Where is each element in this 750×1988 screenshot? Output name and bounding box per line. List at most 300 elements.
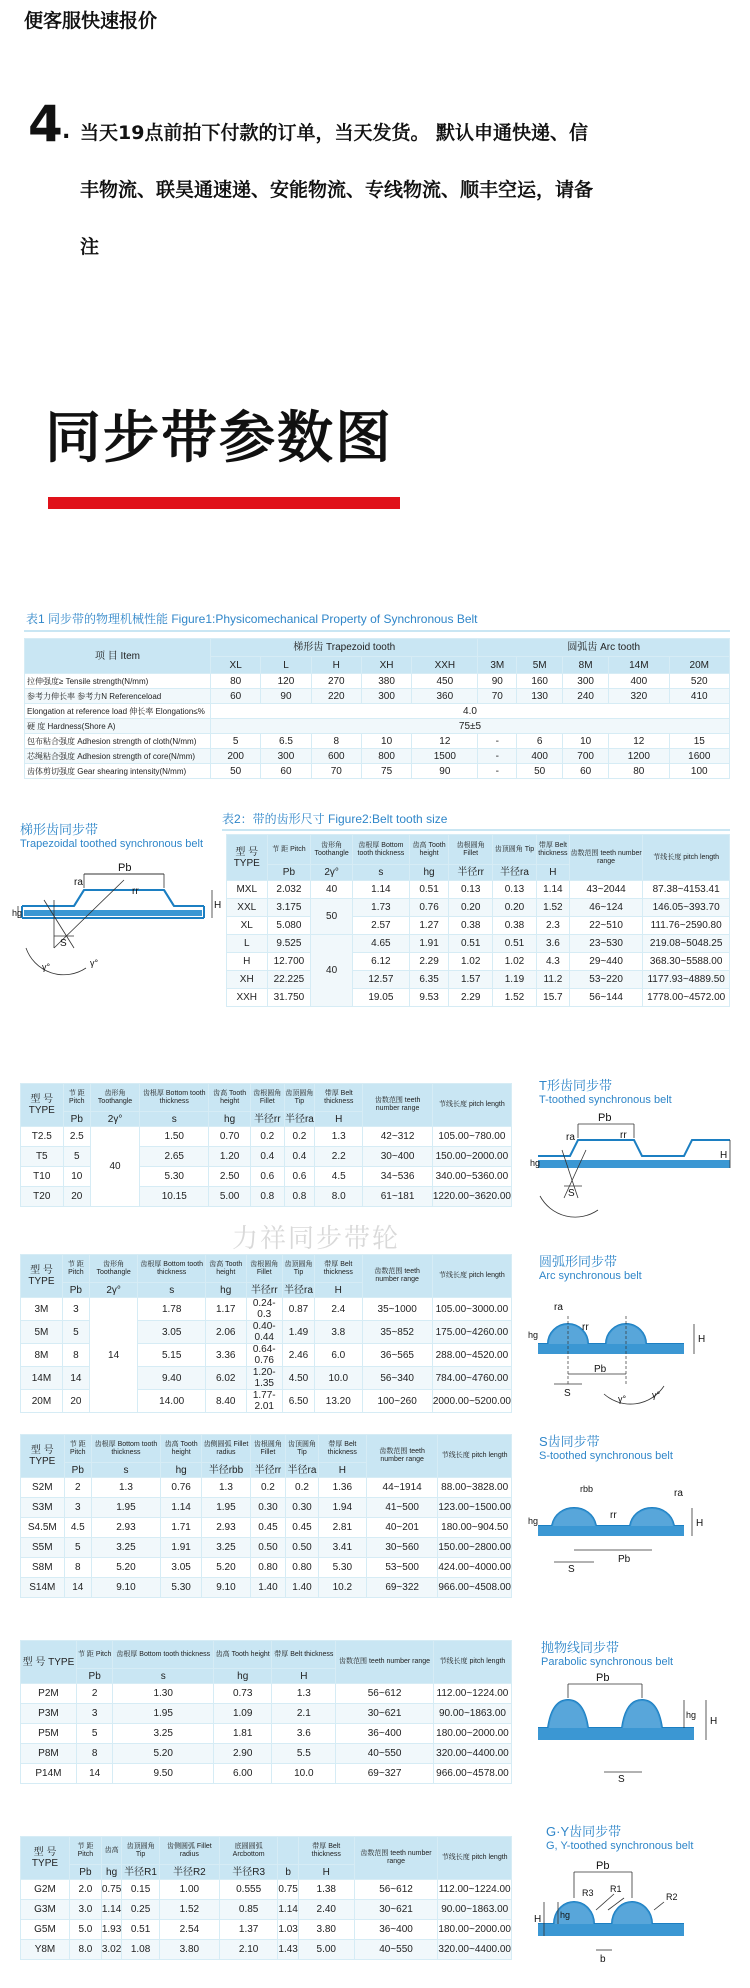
arc-table-cell: 4.50 (283, 1367, 315, 1390)
t-table-subheader: 半径ra (284, 1113, 314, 1125)
g-table-cell: 1.14 (278, 1900, 298, 1920)
fig2-cell: 1778.00~4572.00 (643, 989, 730, 1007)
fig2-cell-pitch: 31.750 (267, 989, 311, 1007)
g-table-cell: 2.40 (298, 1900, 354, 1920)
t-table-cell: 8.0 (315, 1187, 363, 1207)
figure1-cell: 200 (211, 749, 261, 764)
fig2-cell: 6.35 (409, 971, 448, 989)
arc-table-cell: 6.0 (315, 1344, 363, 1367)
g-label-h: H (534, 1914, 542, 1925)
s-table-cell: 5.20 (202, 1558, 250, 1578)
figure1-cell: 100 (669, 764, 729, 779)
gy-belt-diagram (534, 1858, 734, 1973)
table-row (21, 1744, 512, 1764)
fig2-cell-pitch: 9.525 (267, 935, 311, 953)
t-table-cell: 150.00~2000.00 (432, 1147, 511, 1167)
table-row (21, 1880, 512, 1900)
figure1-cell: - (478, 734, 517, 749)
fig2-cell: 1.02 (493, 953, 537, 971)
g-table-header: 底圆圆弧 Arcbottom (219, 1837, 278, 1865)
p-table-subheader: hg (213, 1669, 271, 1684)
fig2-header-type: 型 号 TYPE (227, 835, 268, 881)
t-table-cell: 0.70 (209, 1127, 250, 1147)
fig2-cell: 0.20 (449, 899, 493, 917)
arc-table-cell: 784.00~4760.00 (432, 1367, 511, 1390)
g-table-subheader: 半径R2 (159, 1865, 219, 1880)
s-toothed-table (20, 1434, 512, 1598)
p-table-cell: 966.00~4578.00 (433, 1764, 511, 1784)
table-row (21, 1920, 512, 1940)
t-table-cell: 0.8 (284, 1187, 314, 1207)
arc-table-header: 齿根厚 Bottom tooth thickness (138, 1255, 206, 1283)
t-table-header: 齿顶圆角 Tip (284, 1084, 314, 1112)
s-table-cell: 41~500 (366, 1498, 437, 1518)
g-table-cell: 1.43 (278, 1940, 298, 1960)
s-table-cell: 0.76 (160, 1478, 201, 1498)
s-table-cell: 0.30 (286, 1498, 318, 1518)
figure1-cell: 300 (361, 689, 411, 704)
p-label-hg: hg (686, 1710, 697, 1720)
p-label-s: S (618, 1774, 625, 1785)
trap-label-s: S (60, 938, 67, 949)
s-table-cell: 0.80 (250, 1558, 286, 1578)
table-row (21, 1704, 512, 1724)
trapezoid-belt-diagram (14, 860, 224, 1000)
s-label-hg: hg (528, 1516, 539, 1526)
figure1-cell: 1500 (412, 749, 478, 764)
t-table-cell-type: T5 (21, 1147, 64, 1167)
p-table-cell: 30~621 (336, 1704, 434, 1724)
notice-dot: . (62, 119, 71, 144)
arc-table-cell: 0.87 (283, 1298, 315, 1321)
s-table-cell: 40~201 (366, 1518, 437, 1538)
arc-diagram-title (539, 1254, 642, 1284)
fig2-cell: 1.14 (352, 881, 409, 899)
figure1-cell: 700 (563, 749, 609, 764)
s-table-cell: 2.93 (91, 1518, 160, 1538)
t-table-cell: 1.3 (315, 1127, 363, 1147)
t-table-header: 带厚 Belt thickness (315, 1084, 363, 1112)
s-table-cell-pitch: 14 (64, 1578, 91, 1598)
figure1-row-label: Elongation at reference load 伸长率 Elongation≤% (25, 704, 211, 719)
table-row (25, 749, 730, 764)
g-table-subheader: 半径R3 (219, 1865, 278, 1880)
arc-table-cell: 0.64-0.76 (246, 1344, 283, 1367)
p-label-h: H (710, 1716, 718, 1727)
t-label-rr: rr (620, 1130, 627, 1141)
g-table-cell: 56~612 (354, 1880, 438, 1900)
g-table-cell: 0.75 (101, 1880, 121, 1900)
figure1-col-14m: 14M (609, 657, 669, 674)
arc-label-gamma-1: γ° (618, 1394, 627, 1404)
s-table-cell: 123.00~1500.00 (438, 1498, 512, 1518)
arc-table-cell-angle: 14 (89, 1298, 138, 1413)
p-table-subheader: H (272, 1669, 336, 1684)
figure1-cell: 80 (609, 764, 669, 779)
g-table-header (278, 1837, 298, 1865)
g-table-cell-type: G5M (21, 1920, 70, 1940)
fig2-cell: 0.51 (493, 935, 537, 953)
fig2-cell: 0.51 (449, 935, 493, 953)
arc-table-cell-type: 3M (21, 1298, 63, 1321)
figure1-cell: - (478, 749, 517, 764)
g-title-en: G, Y-toothed synchronous belt (546, 1840, 694, 1852)
s-table-cell: 9.10 (202, 1578, 250, 1598)
fig2-cell: 87.38~4153.41 (643, 881, 730, 899)
t-table-header-range: 齿数范围 teeth number range (363, 1084, 432, 1127)
fig2-cell: 1.91 (409, 935, 448, 953)
s-label-pb: Pb (618, 1554, 631, 1565)
p-table-header-range: 齿数范围 teeth number range (336, 1641, 434, 1684)
p-diagram-title (541, 1640, 673, 1670)
fig2-cell-angle: 40 (311, 881, 353, 899)
s-table-cell: 0.45 (250, 1518, 286, 1538)
g-table-header: 齿侧圆弧 Fillet radius (159, 1837, 219, 1865)
p-table-cell: 1.30 (113, 1684, 214, 1704)
figure1-cell: 300 (261, 749, 311, 764)
t-table-header: 齿形角 Toothangle (90, 1084, 139, 1112)
g-table-subheader: b (278, 1865, 298, 1880)
p-table-cell: 10.0 (272, 1764, 336, 1784)
fig2-cell: 3.6 (536, 935, 569, 953)
arc-table-cell-pitch: 8 (62, 1344, 89, 1367)
t-table-cell: 0.4 (284, 1147, 314, 1167)
fig2-cell: 11.2 (536, 971, 569, 989)
arc-table-cell-pitch: 3 (62, 1298, 89, 1321)
arc-table-cell: 105.00~3000.00 (432, 1298, 511, 1321)
fig2-cell: 0.76 (409, 899, 448, 917)
arc-table-cell: 3.36 (205, 1344, 246, 1367)
fig2-cell: 219.08~5048.25 (643, 935, 730, 953)
figure1-row-label: 参考力伸长率 参考力N Referenceload (25, 689, 211, 704)
figure1-cell: 80 (211, 674, 261, 689)
table-row (25, 704, 730, 719)
g-table-cell: 3.02 (101, 1940, 121, 1960)
table-row (21, 1724, 512, 1744)
figure1-cell: 50 (517, 764, 563, 779)
fig2-cell: 1.73 (352, 899, 409, 917)
g-label-r3: R3 (582, 1888, 594, 1898)
g-table-cell: 1.93 (101, 1920, 121, 1940)
fig2-cell-type: H (227, 953, 268, 971)
t-table-cell-pitch: 20 (63, 1187, 90, 1207)
p-table-cell: 5.20 (113, 1744, 214, 1764)
t-diagram-title (539, 1078, 672, 1108)
s-table-cell: 44~1914 (366, 1478, 437, 1498)
s-table-subheader: 半径rr (250, 1463, 286, 1478)
figure1-cell: 240 (563, 689, 609, 704)
fig2-cell: 0.13 (493, 881, 537, 899)
trap-label-gamma-1: γ° (42, 962, 51, 972)
g-table-cell: 1.00 (159, 1880, 219, 1900)
arc-table-cell-pitch: 14 (62, 1367, 89, 1390)
arc-title-cn: 圆弧形同步带 (539, 1254, 618, 1269)
p-label-pb: Pb (596, 1672, 610, 1684)
t-table-subheader: 2γ° (90, 1112, 139, 1127)
arc-table-subheader: Pb (62, 1283, 89, 1298)
arc-table-header: 齿高 Tooth height (205, 1255, 246, 1283)
p-table-header: 齿高 Tooth height (213, 1641, 271, 1669)
fig2-cell: 2.29 (409, 953, 448, 971)
figure1-cell: 60 (563, 764, 609, 779)
s-table-cell: 150.00~2800.00 (438, 1538, 512, 1558)
g-table-cell-type: G2M (21, 1880, 70, 1900)
figure1-cell: 90 (478, 674, 517, 689)
fig2-cell: 0.38 (449, 917, 493, 935)
fig2-cell: 1.57 (449, 971, 493, 989)
figure1-cell: 120 (261, 674, 311, 689)
figure2-table (226, 834, 730, 1007)
g-table-cell: 0.85 (219, 1900, 278, 1920)
t-title-cn: T形齿同步带 (539, 1078, 612, 1093)
p-table-subheader: Pb (76, 1669, 113, 1684)
figure1-row-label: 芯绳粘合强度 Adhesion strength of core(N/mm) (25, 749, 211, 764)
arc-table-cell: 3.05 (138, 1321, 206, 1344)
fig2-cell: 1177.93~4889.50 (643, 971, 730, 989)
fig2-cell: 9.53 (409, 989, 448, 1007)
parabolic-belt-diagram (534, 1672, 734, 1785)
t-label-pb: Pb (598, 1112, 612, 1124)
p-table-header: 齿根厚 Bottom tooth thickness (113, 1641, 214, 1669)
s-table-cell-type: S8M (21, 1558, 65, 1578)
fig2-header-length: 节线长度 pitch length (643, 835, 730, 881)
s-table-cell: 30~560 (366, 1538, 437, 1558)
s-table-cell: 1.40 (286, 1578, 318, 1598)
table-row (21, 1764, 512, 1784)
arc-table-cell-type: 14M (21, 1367, 63, 1390)
s-table-header: 齿侧圆弧 Fillet radius (202, 1435, 250, 1463)
figure1-cell: 60 (211, 689, 261, 704)
arc-table-cell: 36~565 (362, 1344, 432, 1367)
arc-table-cell: 175.00~4260.00 (432, 1321, 511, 1344)
trap-label-hg: hg (12, 908, 23, 918)
figure1-cell: 15 (669, 734, 729, 749)
arc-table-cell: 10.0 (315, 1367, 363, 1390)
fig2-subheader: s (352, 865, 409, 881)
s-table-cell-pitch: 3 (64, 1498, 91, 1518)
g-table-cell-pitch: 5.0 (69, 1920, 101, 1940)
fig2-cell-angle: 40 (311, 935, 353, 1007)
table-row (21, 1498, 512, 1518)
s-table-cell: 1.14 (160, 1498, 201, 1518)
g-table-subheader: Pb (69, 1865, 101, 1880)
g-table-cell: 36~400 (354, 1920, 438, 1940)
s-table-cell-type: S2M (21, 1478, 65, 1498)
figure1-table (24, 638, 730, 779)
figure1-cell: 12 (609, 734, 669, 749)
arc-table-cell: 56~340 (362, 1367, 432, 1390)
arc-table-header: 齿根圆角 Fillet (246, 1255, 283, 1283)
arc-table-cell: 288.00~4520.00 (432, 1344, 511, 1367)
fig2-cell: 0.51 (409, 881, 448, 899)
fig2-cell: 1.19 (493, 971, 537, 989)
arc-table-cell-type: 5M (21, 1321, 63, 1344)
s-table-cell-type: S5M (21, 1538, 65, 1558)
figure1-cell: 6 (517, 734, 563, 749)
t-table-cell-type: T10 (21, 1167, 64, 1187)
t-table-header: 节 距 Pitch (63, 1084, 90, 1112)
fig2-header-fillet: 齿根圆角 Fillet (449, 835, 493, 865)
g-table-header: 节 距 Pitch (69, 1837, 101, 1865)
s-title-cn: S齿同步带 (539, 1434, 600, 1449)
notice-line-3: 注 (80, 236, 100, 258)
arc-label-gamma-2: γ° (652, 1390, 661, 1400)
g-table-cell: 90.00~1863.00 (438, 1900, 512, 1920)
arc-table-cell: 1.20-1.35 (246, 1367, 283, 1390)
figure1-col-5m: 5M (517, 657, 563, 674)
s-table-cell: 1.94 (318, 1498, 366, 1518)
figure1-cell: 300 (563, 674, 609, 689)
trap-title-cn: 梯形齿同步带 (20, 822, 99, 837)
g-table-subheader: hg (101, 1865, 121, 1880)
notice-line-2: 丰物流、联昊通速递、安能物流、专线物流、顺丰空运，请备 (80, 179, 594, 201)
arc-belt-diagram (528, 1286, 734, 1406)
s-table-subheader: 半径ra (287, 1464, 317, 1476)
figure1-row-label: 齿体剪切强度 Gear shearing intensity(N/mm) (25, 764, 211, 779)
fig2-subheader: H (536, 865, 569, 881)
s-label-h: H (696, 1518, 704, 1529)
arc-table-subheader: H (315, 1283, 363, 1298)
fig2-subheader: hg (409, 865, 448, 881)
figure1-col-20m: 20M (669, 657, 729, 674)
figure1-cell: 380 (361, 674, 411, 689)
arc-table-cell: 6.02 (205, 1367, 246, 1390)
g-table-cell: 0.75 (278, 1880, 298, 1900)
t-table-header: 齿根圆角 Fillet (250, 1084, 284, 1112)
s-label-ra: ra (674, 1488, 683, 1499)
s-table-subheader: 半径rbb (202, 1463, 250, 1478)
figure1-col-xh: XH (361, 657, 411, 674)
p-table-cell-type: P14M (21, 1764, 77, 1784)
arc-table-cell-pitch: 5 (62, 1321, 89, 1344)
figure1-cell: 4.0 (211, 704, 730, 719)
s-table-cell: 1.91 (160, 1538, 201, 1558)
t-table-cell: 5.00 (209, 1187, 250, 1207)
t-table-cell: 10.15 (140, 1187, 209, 1207)
figure1-cell: 60 (261, 764, 311, 779)
p-title-cn: 抛物线同步带 (541, 1640, 620, 1655)
table-row (227, 917, 730, 935)
s-table-cell: 3.41 (318, 1538, 366, 1558)
s-table-cell: 3.25 (91, 1538, 160, 1558)
g-table-cell: 0.51 (122, 1920, 160, 1940)
figure1-cell: 410 (669, 689, 729, 704)
section-title: 同步带参数图 (45, 406, 393, 471)
arc-table-cell: 35~852 (362, 1321, 432, 1344)
table-row (21, 1127, 512, 1147)
table-row (21, 1684, 512, 1704)
figure1-cell: 1200 (609, 749, 669, 764)
arc-label-hg: hg (528, 1330, 539, 1340)
g-table-cell-pitch: 8.0 (69, 1940, 101, 1960)
arc-table-subheader: 半径rr (246, 1283, 283, 1298)
figure1-cell: 130 (517, 689, 563, 704)
figure1-cell: 800 (361, 749, 411, 764)
s-table-cell: 1.3 (91, 1478, 160, 1498)
t-table-cell: 0.4 (250, 1147, 284, 1167)
t-label-s: S (568, 1188, 575, 1199)
p-table-cell-type: P5M (21, 1724, 77, 1744)
p-table-cell: 1.3 (272, 1684, 336, 1704)
table-row (227, 935, 730, 953)
t-toothed-belt-diagram (530, 1110, 734, 1220)
watermark: 力祥同步带轮 (232, 1224, 401, 1254)
s-table-cell: 966.00~4508.00 (438, 1578, 512, 1598)
p-table-cell: 2.90 (213, 1744, 271, 1764)
s-table-cell: 0.45 (286, 1518, 318, 1538)
fig2-cell: 1.52 (493, 989, 537, 1007)
s-table-header: 齿顶圆角 Tip (286, 1435, 318, 1463)
s-table-subheader: hg (160, 1463, 201, 1478)
t-table-cell: 0.6 (250, 1167, 284, 1187)
figure1-cell: 75±5 (211, 719, 730, 734)
figure1-col-xxh: XXH (412, 657, 478, 674)
p-table-cell: 3.6 (272, 1724, 336, 1744)
fig2-cell: 1.27 (409, 917, 448, 935)
arc-label-rr: rr (582, 1322, 589, 1333)
fig2-cell-type: XXL (227, 899, 268, 917)
figure1-cell: 75 (361, 764, 411, 779)
fig2-subheader: 半径rr (449, 865, 493, 881)
arc-table-cell: 14.00 (138, 1390, 206, 1413)
g-table-cell-pitch: 2.0 (69, 1880, 101, 1900)
s-label-rr: rr (610, 1510, 617, 1521)
p-table-cell-pitch: 2 (76, 1684, 113, 1704)
s-table-cell: 0.50 (250, 1538, 286, 1558)
g-table-subheader: 半径R1 (122, 1865, 160, 1880)
fig2-subheader: 半径ra (493, 865, 537, 881)
fig2-subheader: 2γ° (311, 865, 353, 881)
fig2-cell: 0.38 (493, 917, 537, 935)
trap-label-ra: ra (74, 877, 83, 888)
arc-table-header-type: 型 号 TYPE (21, 1255, 63, 1298)
t-table-cell: 1.50 (140, 1127, 209, 1147)
figure1-row-label: 硬 度 Hardness(Shore A) (25, 719, 211, 734)
p-table-cell: 1.95 (113, 1704, 214, 1724)
s-table-cell: 0.50 (286, 1538, 318, 1558)
figure1-cell: 50 (211, 764, 261, 779)
figure1-cell: 8 (311, 734, 361, 749)
g-table-header: 齿顶圆角 Tip (122, 1837, 160, 1865)
trap-label-pb: Pb (118, 862, 132, 874)
p-table-cell: 0.73 (213, 1684, 271, 1704)
notice-number: 4 (28, 95, 63, 153)
s-table-cell: 1.36 (318, 1478, 366, 1498)
s-table-cell: 5.30 (160, 1578, 201, 1598)
trap-label-h: H (214, 900, 222, 911)
s-table-cell: 88.00~3828.00 (438, 1478, 512, 1498)
t-table-cell: 0.2 (284, 1127, 314, 1147)
g-label-hg: hg (560, 1910, 571, 1920)
fig2-cell: 146.05~393.70 (643, 899, 730, 917)
g-label-pb: Pb (596, 1860, 610, 1872)
p-table-cell: 112.00~1224.00 (433, 1684, 511, 1704)
g-table-cell: 1.38 (298, 1880, 354, 1900)
s-table-cell: 2.93 (202, 1518, 250, 1538)
g-table-cell: 2.54 (159, 1920, 219, 1940)
s-table-header-range: 齿数范围 teeth number range (366, 1435, 437, 1478)
s-table-cell: 0.80 (286, 1558, 318, 1578)
s-table-cell: 5.30 (318, 1558, 366, 1578)
arc-table-subheader: s (138, 1283, 206, 1298)
fig2-cell: 53~220 (569, 971, 642, 989)
s-table-cell: 0.2 (286, 1478, 318, 1498)
t-table-cell: 2.50 (209, 1167, 250, 1187)
t-table-subheader: 半径rr (250, 1112, 284, 1127)
figure1-col-xl: XL (211, 657, 261, 674)
t-table-header: 齿根厚 Bottom tooth thickness (140, 1084, 209, 1112)
p-table-header-type: 型 号 TYPE (21, 1641, 77, 1684)
